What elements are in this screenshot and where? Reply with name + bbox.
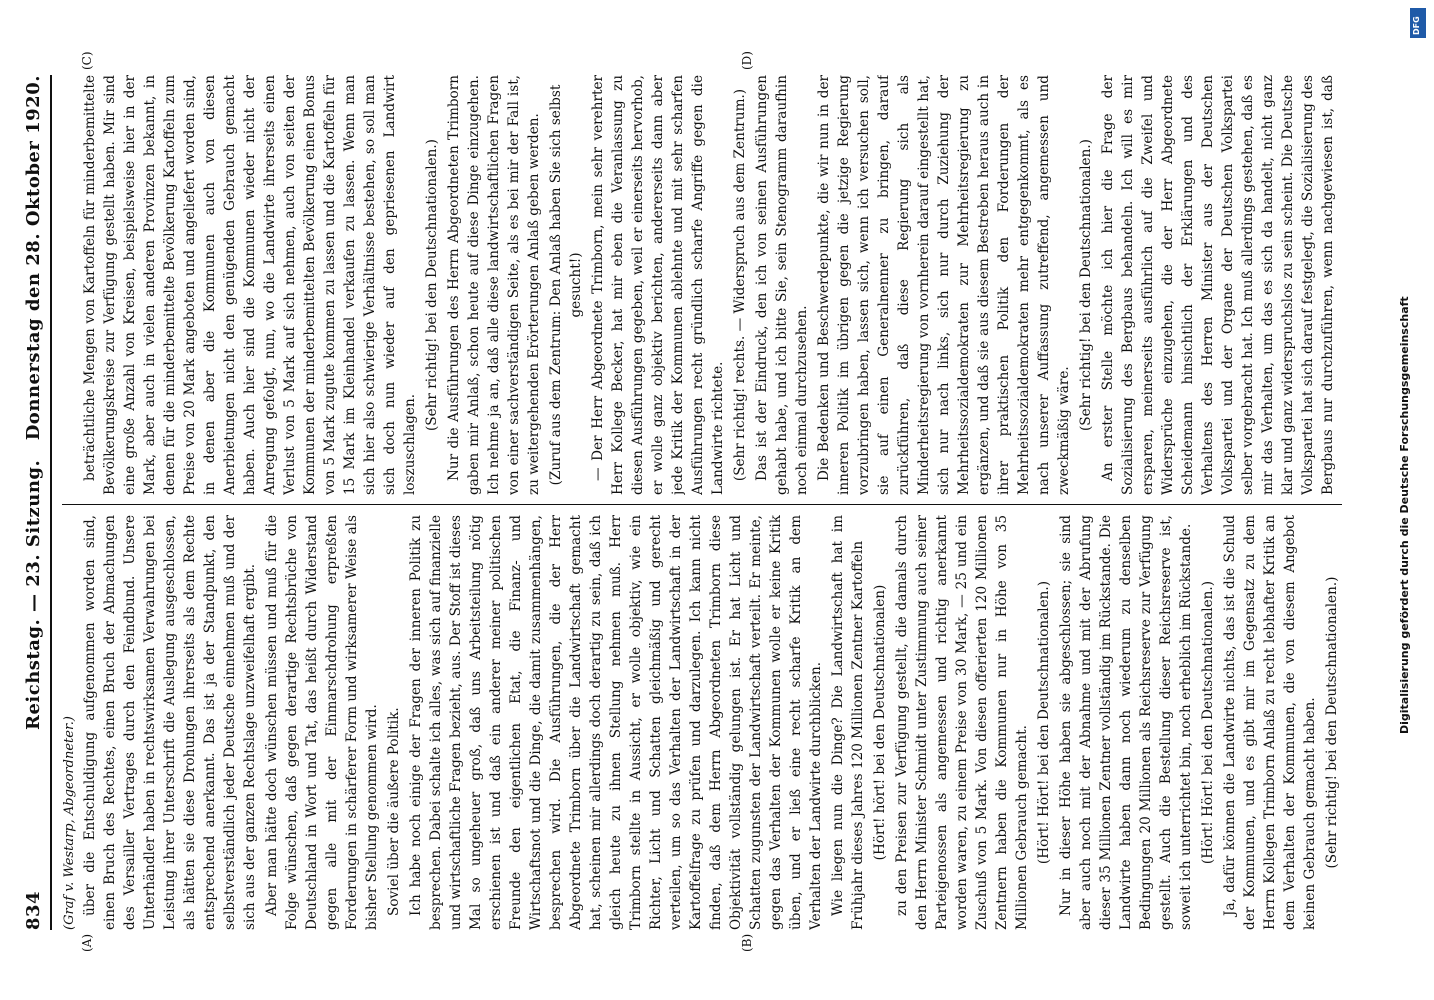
paragraph: Aber man hätte doch wünschen müssen und muß für die Folge wünschen, daß gegen derartige Rechtsbrüche von Deutschland in Wort und Tat, das heißt durch Widerstand gegen alle mit der Einmarschdrohung erpreßten Forderungen in schärferer Form und wirksamerer Weise als bisher Stellung genommen wird. — [264, 515, 380, 930]
paragraph: beträchtliche Mengen von Kartoffeln für minderbemittelte Bevölkerungskreise zur Verfügung gestellt haben. Mir sind eine große Anzahl von Kreisen, beispielsweise hier in der Mark, aber auch in vielen anderen Provinzen bekannt, in denen für die minderbemittelte Bevölkerung Kartoffeln zum Preise von 20 Mark angeboten und angeliefert worden sind, in denen aber die Kommunen auch von diesen Anerbietungen nicht den genügenden Gebrauch gemacht haben. Auch hier sind die Kommunen wieder nicht der Anregung gefolgt, nun, wo die Landwirte ihrerseits einen Verlust von 5 Mark auf sich nehmen, auch von seiten der Kommunen der minderbemittelten Bevölkerung einen Bonus von 5 Mark zugute kommen zu lassen und die Kartoffeln für 15 Mark im Kleinhandel verkaufen zu lassen. Wenn man sich hier also schwierige Verhältnisse bestehen, so soll man sich doch nun wieder auf den gepriesenen Landwirt loszuschlagen. — [82, 75, 418, 495]
paragraph: Die Bedenken und Beschwerdepunkte, die wir nun in der inneren Politik im übrigen gegen die jetzige Regierung vorzubringen haben, lassen sich, wenn ich versuchen soll, sie auf einen Generalnenner zu bringen, darauf zurückführen, daß diese Regierung sich als Minderheitsregierung von vornherein darauf eingestellt hat, sich nur nach links, sich nur durch Zuziehung der Mehrheitssozialdemokraten zur Mehrheitsregierung zu ergänzen, und daß sie aus diesem Bestreben heraus auch in ihrer praktischen Politik den Forderungen der Mehrheitssozialdemokraten mehr entgegenkommt, als es nach unserer Auffassung zutreffend, angemessen und zweckmäßig wäre. — [816, 75, 1072, 495]
column-divider — [62, 504, 1342, 505]
paragraph: Nur die Ausführungen des Herrn Abgeordneten Trimborn gaben mir Anlaß, schon heute auf diese Dinge einzugehen. Ich nehme ja an, daß alle diese landwirtschaftlichen Fragen von einer sachverständigen Seite, als es bei mir der Fall ist, zu weitergehenden Erörterungen Anlaß geben werden. — [446, 75, 542, 495]
interjection: (Sehr richtig! rechts. — Widerspruch aus dem Zentrum.) — [732, 88, 748, 482]
right-text-column — [80, 75, 1340, 495]
margin-mark-a: (A) — [80, 933, 94, 952]
session-title: Reichstag. — 23. Sitzung. — [23, 459, 44, 730]
paragraph: Wie liegen nun die Dinge? Die Landwirtschaft hat im Frühjahr dieses Jahres 120 Millionen Zentner Kartoffeln — [830, 515, 866, 930]
paragraph: zu den Preisen zur Verfügung gestellt, die damals durch den Herrn Minister Schmidt unter Zustimmung auch seiner Parteigenossen als angemessen und richtig anerkannt worden waren, zu einem Preise von 30 Mark, — 25 und ein Zuschuß von 5 Mark. Von diesen offerierten 120 Millionen Zentnern haben die Kommunen nur in Höhe von 35 Millionen Gebrauch gemacht. — [894, 515, 1030, 930]
paragraph: über die Entschuldigung aufgenommen worden sind, einen Bruch des Rechtes, einen Bruch der Abmachungen des Versailler Vertrages durch den Feindbund. Unsere Unterhändler haben in rechtswirksamen Verwahrungen bei Leistung ihrer Unterschrift die Auslegung ausgeschlossen, als hätten sie diese Drohungen ihrerseits als dem Rechte entsprechend anerkannt. Das ist ja der Standpunkt, den selbstverständlich jeder Deutsche einnehmen muß und der sich aus der ganzen Rechtslage unzweifelhaft ergibt. — [82, 515, 258, 930]
interjection: (Hört! Hört! bei den Deutschnationalen.) — [1200, 580, 1216, 865]
paragraph: Nur in dieser Höhe haben sie abgeschlossen; sie sind aber auch noch mit der Abnahme und mit der Abrufung dieser 35 Millionen Zentner vollständig im Rückstande. Die Landwirte haben dann noch wiederum zu denselben Bedingungen 20 Millionen als Reichsreserve zur Verfügung gestellt. Auch die Bestellung dieser Reichsreserve ist, soweit ich unterrichtet bin, noch erheblich im Rückstande. — [1058, 515, 1194, 930]
interjection: (Hört! hört! bei den Deutschnationalen) — [872, 584, 888, 861]
paragraph: — Der Herr Abgeordnete Trimborn, mein sehr verehrter Herr Kollege Becker, hat mir eben die Veranlassung zu diesen Ausführungen gegeben, weil er einerseits hervorhob, er wolle ganz objektiv berichten, andererseits dann aber jede Kritik der Kommunen ablehnte und mit sehr scharfen Ausführungen recht gründlich scharfe Angriffe gegen die Landwirte richtete. — [590, 75, 726, 495]
left-text-column — [80, 515, 1340, 930]
speaker-line: (Graf v. Westarp, Abgeordneter.) — [62, 716, 77, 930]
interjection: (Sehr richtig! bei den Deutschnationalen.) — [424, 139, 440, 431]
paragraph: Ja, dafür können die Landwirte nichts, das ist die Schuld der Kommunen, und es gibt mir im Gegensatz zu dem Herrn Kollegen Trimborn Anlaß zu recht lebhafter Kritik an dem Verhalten der Kommunen, die von diesem Angebot keinen Gebrauch gemacht haben. — [1222, 515, 1318, 930]
page-header — [20, 75, 52, 930]
digitization-note-text: Digitalisierung gefördert durch die Deutsche Forschungsgemeinschaft — [1398, 296, 1411, 734]
dfg-badge-text: DFG — [1412, 16, 1421, 35]
session-date: Donnerstag den 28. Oktober 1920. — [23, 75, 44, 441]
interjection: (Sehr richtig! bei den Deutschnationalen.) — [1324, 576, 1340, 869]
paragraph: An erster Stelle möchte ich hier die Frage der Sozialisierung des Bergbaus behandeln. Ich will es mir ersparen, meinerseits ausführlich auf die Zweifel und Widersprüche einzugehen, die der Herr Abgeordnete Scheidemann hinsichtlich der Erklärungen und des Verhaltens des Herren Minister aus der Deutschen Volkspartei und der Organe der Deutschen Volkspartei selber vorgebracht hat. Ich muß allerdings gestehen, daß es mir das Verhalten, um das es sich da handelt, nicht ganz klar und ganz widerspruchslos zu sein scheint. Die Deutsche Volkspartei hat sich darauf festgelegt, die Sozialisierung des Bergbaus nur durchzuführen, wenn nachgewiesen ist, daß — [1100, 75, 1336, 495]
interjection: (Zuruf aus dem Zentrum: Den Anlaß haben Sie sich selbst gesucht!) — [548, 84, 584, 486]
paragraph: Das ist der Eindruck, den ich von seinen Ausführungen gehabt habe, und ich bitte Sie, sein Stenogramm daraufhin noch einmal durchzusehen. — [754, 75, 810, 495]
paragraph: Soviel über die äußere Politik. — [386, 707, 402, 916]
margin-mark-b: (B) — [740, 933, 754, 952]
dfg-logo-badge — [1410, 8, 1426, 38]
margin-mark-d: (D) — [740, 51, 754, 70]
digitization-note — [1398, 14, 1428, 734]
interjection: (Hört! Hört! bei den Deutschnationalen.) — [1036, 580, 1052, 865]
paragraph: Ich habe noch einige der Fragen der inneren Politik zu besprechen. Dabei schalte ich alles, was sich auf finanzielle und wirtschaftliche Fragen bezieht, aus. Der Stoff ist dieses Mal so ungeheuer groß, daß uns Arbeitsteilung nötig erschienen ist und daß ein anderer meiner politischen Freunde den eigentlichen Etat, die Finanz- und Wirtschaftsnot und die Dinge, die damit zusammenhängen, besprechen wird. Die Ausführungen, die der Herr Abgeordnete Trimborn über die Landwirtschaft gemacht hat, scheinen mir allerdings doch derartig zu sein, daß ich gleich heute zu ihnen Stellung nehmen muß. Herr Trimborn stellte in Aussicht, er wolle objektiv, wie ein Richter, Licht und Schatten gleichmäßig und gerecht verteilen, um so das Verhalten der Landwirtschaft in der Kartoffelfrage zu prüfen und darzulegen. Ich kann nicht finden, daß dem Herrn Abgeordneten Trimborn diese Objektivität vollständig gelungen ist. Er hat Licht und Schatten zugunsten der Landwirtschaft verteilt. Er meinte, gegen das Verhalten der Kommunen wolle er keine Kritik üben, und er ließ eine recht scharfe Kritik an dem Verhalten der Landwirte durchblicken. — [408, 515, 824, 930]
page-number: 834 — [23, 890, 44, 930]
margin-mark-c: (C) — [80, 51, 94, 70]
interjection: (Sehr richtig! bei den Deutschnationalen.) — [1078, 139, 1094, 431]
